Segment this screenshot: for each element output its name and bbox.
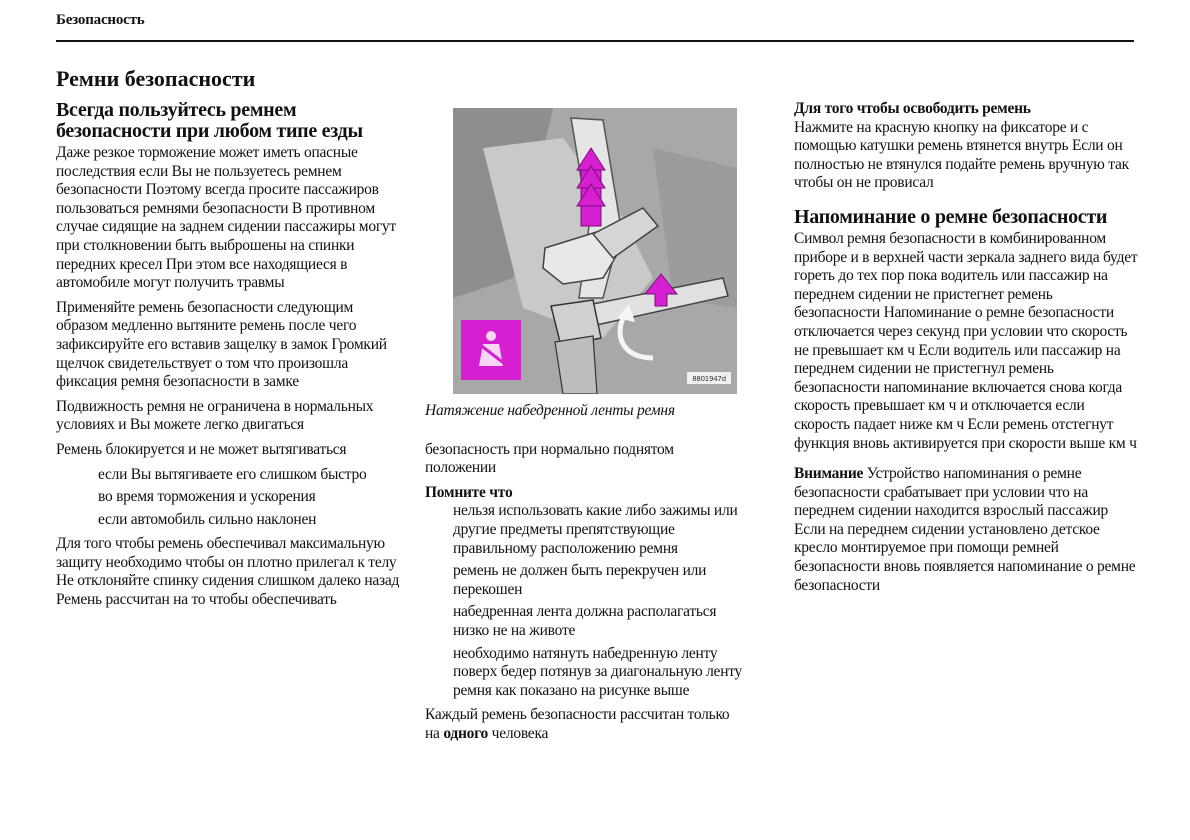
list-item: во время торможения и ускорения	[98, 488, 316, 506]
reminder-heading: Напоминание о ремне безопасности	[794, 205, 1108, 228]
col1-paragraph-2: Применяйте ремень безопасности следующим образом медленно вытяните ремень после чего зафиксируйте его вставив защелку в замок Громкий щелчок свидетельствует о том что произошла фиксация ремня безопасности в замке	[56, 298, 387, 391]
column-2	[425, 100, 745, 750]
seatbelt-illustration-svg	[453, 108, 737, 394]
column-1	[56, 100, 401, 616]
figure-caption: Натяжение набедренной ленты ремня	[425, 402, 675, 419]
list-item: если автомобиль сильно наклонен	[98, 510, 317, 528]
release-text: Нажмите на красную кнопку на фиксаторе и с помощью катушки ремень втянется внутрь Если он полностью не втянулся подайте ремень вручную так чтобы он не провисал	[794, 118, 1129, 192]
list-item: ремень не должен быть перекручен или перекошен	[453, 562, 707, 598]
col1-paragraph-3: Подвижность ремня не ограничена в нормальных условиях и Вы можете легко двигаться	[56, 397, 374, 434]
remember-label: Помните что	[425, 483, 513, 501]
col2-paragraph-2-prefix: Каждый ремень безопасности рассчитан только на	[425, 706, 730, 742]
warning-paragraph	[794, 465, 1139, 595]
reminder-text: Символ ремня безопасности в комбинированном приборе и в верхней части зеркала заднего вида будет гореть до тех пор пока водитель или пассажир на переднем сидении не пристегнет ремень безопасности Напоминание о ремне безопасности отключается через секунд при условии что скорость не превышает км ч Если водитель или пассажир на переднем сидении не пристегнул ремень безопасности напоминание включается снова когда скорость превышает км ч и отключается если скорость падает ниже км ч Если ремень отстегнут функция вновь активируется при скорости выше км ч	[794, 229, 1138, 452]
figure-code: 8801947d	[692, 375, 726, 383]
list-item: нельзя использовать какие либо зажимы или другие предметы препятствующие правильному расположению ремня	[453, 502, 738, 557]
col2-paragraph-2-suffix: человека	[488, 724, 549, 742]
col2-paragraph-2	[425, 706, 745, 743]
col2-paragraph-1: безопасность при нормально поднятом положении	[425, 440, 674, 477]
col1-paragraph-5: Для того чтобы ремень обеспечивал максимальную защиту необходимо чтобы он плотно прилегал к телу Не отклоняйте спинку сидения слишком далеко назад Ремень рассчитан на то чтобы обеспечивать	[56, 535, 400, 609]
page-title: Ремни безопасности	[56, 66, 256, 91]
column-3	[794, 100, 1139, 601]
warning-text: Устройство напоминания о ремне безопасности срабатывает при условии что на переднем сидении находится взрослый пассажир Если на переднем сидении установлено детское кресло монтируемое при помощи ремней безопасности вновь появляется напоминание о ремне безопасности	[794, 465, 1136, 594]
col1-bullet-list	[56, 466, 401, 530]
release-heading: Для того чтобы освободить ремень	[794, 100, 1031, 117]
header-section-label: Безопасность	[56, 12, 145, 28]
list-item: если Вы вытягиваете его слишком быстро	[98, 465, 367, 483]
warning-label: Внимание	[794, 465, 864, 483]
seatbelt-illustration	[453, 108, 737, 394]
col2-bullet-list	[425, 502, 745, 700]
col1-heading: Всегда пользуйтесь ремнем безопасности при любом типе езды	[56, 99, 363, 142]
list-item: набедренная лента должна располагаться низко не на животе	[453, 603, 717, 639]
col1-paragraph-1: Даже резкое торможение может иметь опасные последствия если Вы не пользуетесь ремнем безопасности Поэтому всегда просите пассажиров пользоваться ремнями безопасности В противном случае сидящие на заднем сидении пассажиры могут при столкновении быть выброшены на спинки передних кресел При этом все находящиеся в автомобиле могут получить травмы	[56, 144, 396, 292]
col2-paragraph-2-bold: одного	[443, 724, 489, 742]
header-rule	[56, 40, 1134, 42]
col1-paragraph-4: Ремень блокируется и не может вытягиваться	[56, 440, 347, 458]
list-item: необходимо натянуть набедренную ленту поверх бедер потянув за диагональную ленту ремня как показано на рисунке выше	[453, 644, 743, 699]
